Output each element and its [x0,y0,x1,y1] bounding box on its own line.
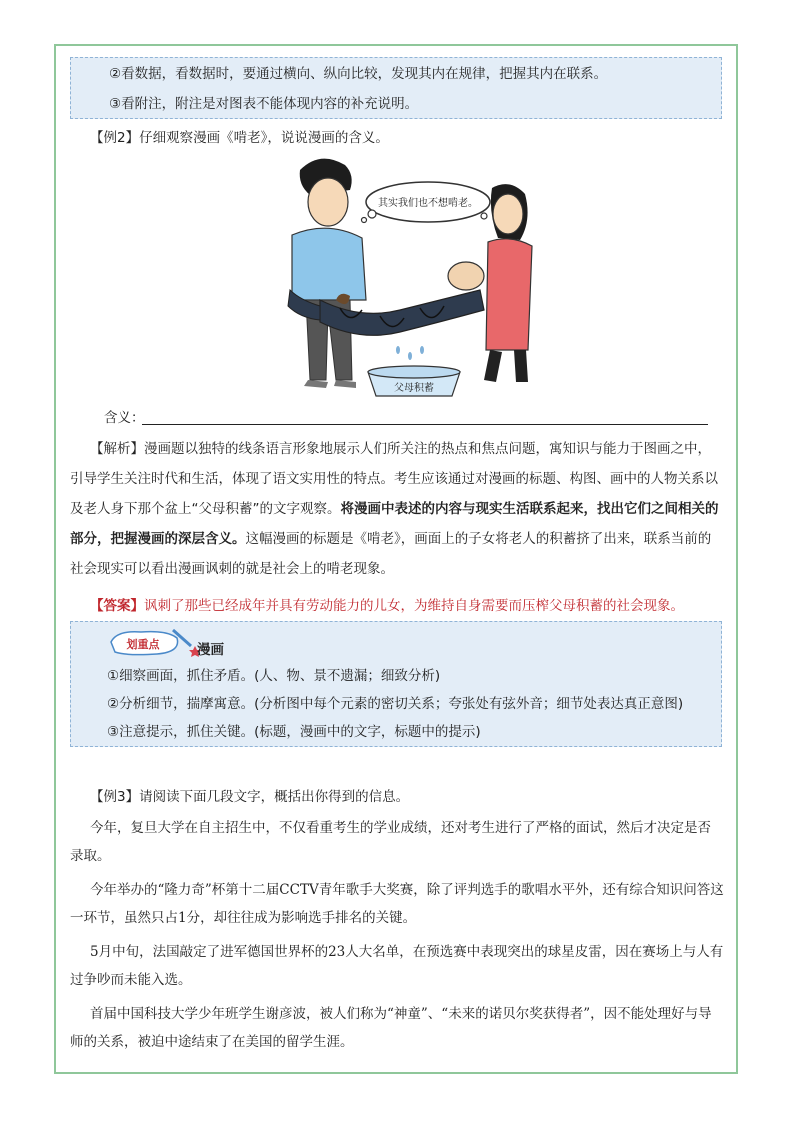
bubble-text: 其实我们也不想啃老。 [378,198,478,209]
example3-paragraph-4: 首届中国科技大学少年班学生谢彦波，被人们称为“神童”、“未来的诺贝尔奖获得者”，因不能处理好与导师的关系，被迫中途结束了在美国的留学生涯。 [70,1006,712,1050]
answer-tag: 【答案】 [90,598,144,614]
example3-paragraph-3: 5月中旬，法国敲定了进军德国世界杯的23人大名单，在预选赛中表现突出的球星皮雷，因在赛场上与人有过争吵而未能入选。 [70,944,724,988]
example2-heading [90,128,389,148]
basin-label: 父母积蓄 [394,383,434,394]
man-shirt [292,228,366,300]
example3-paragraph-1: 今年，复旦大学在自主招生中，不仅看重考生的学业成绩，还对考生进行了严格的面试，然后才决定是否录取。 [70,820,711,864]
analysis-key-point: 将漫画中表述的内容与现实生活联系起来，找出它们之间相关的部分，把握漫画的深层含义。 [70,501,719,547]
example2-question: 仔细观察漫画《啃老》，说说漫画的含义。 [139,130,389,146]
old-man-head [448,262,484,290]
key-points-box [70,621,722,747]
answer-line [90,596,684,616]
key-point-1: ①细察画面，抓住矛盾。(人、物、景不遗漏；细致分析) [107,668,441,684]
example3-question: 请阅读下面几段文字，概括出你得到的信息。 [139,789,410,805]
analysis-tag: 【解析】 [90,441,144,457]
man-head [308,178,348,226]
answer-text: 讽刺了那些已经成年并具有劳动能力的儿女，为维持自身需要而压榨父母积蓄的社会现象。 [144,598,684,614]
example2-tag: 【例2】 [90,130,140,146]
cartoon-kenlao [270,150,540,400]
key-point-3: ③注意提示，抓住关键。(标题，漫画中的文字，标题中的提示) [107,724,481,740]
tip-line-data: ②看数据，看数据时，要通过横向、纵向比较，发现其内在规律，把握其内在联系。 [109,66,608,82]
example3-tag: 【例3】 [90,789,140,805]
meaning-label: 含义： [104,410,145,426]
woman-head [493,194,523,234]
woman-coat [486,239,532,350]
example3-heading [90,787,409,807]
tip-box-chart-reading [70,57,722,119]
highlight-badge [107,626,203,660]
badge-text: 划重点 [126,638,160,651]
example3-paragraph-2: 今年举办的“隆力奇”杯第十二届CCTV青年歌手大奖赛，除了评判选手的歌唱水平外，还有综合知识问答这一环节，虽然只占1分，却往往成为影响选手排名的关键。 [70,882,724,926]
analysis-paragraph: 【解析】漫画题以独特的线条语言形象地展示人们所关注的热点和焦点问题，寓知识与能力于图画之中，引导学生关注时代和生活，体现了语文实用性的特点。考生应该通过对漫画的标题、构图、画中的人物关系以及老人身下那个盆上“父母积蓄”的文字观察。将漫画中表述的内容与现实生活联系起来，找出它们之间相关的部分，把握漫画的深层含义。这幅漫画的标题是《啃老》，画面上的子女将老人的积蓄挤了出来，联系当前的社会现实可以看出漫画讽刺的就是社会上的啃老现象。 [70,441,719,577]
box2-title: 漫画 [197,642,224,658]
meaning-answer-line[interactable] [142,424,708,425]
tip-line-note: ③看附注，附注是对图表不能体现内容的补充说明。 [109,96,419,112]
key-point-2: ②分析细节，揣摩寓意。(分析图中每个元素的密切关系；夸张处有弦外音；细节处表达真正意图) [107,696,684,712]
